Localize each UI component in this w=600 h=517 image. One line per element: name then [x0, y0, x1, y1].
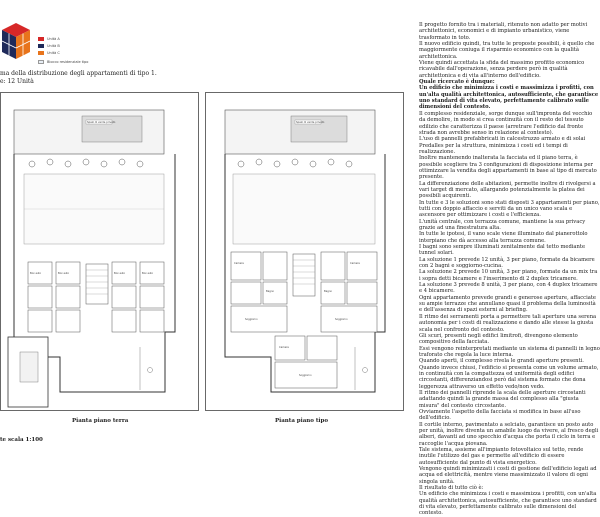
- living-label: Soggiorno: [245, 318, 258, 321]
- bath-label: Bagno: [266, 290, 274, 293]
- paragraph: Quando aperti, il complesso rivela le grandi aperture presenti.: [419, 358, 584, 365]
- paragraph: Vengono quindi minimizzati i costi di gestione dell'edificio legati ad acqua ed elettricità, mentre viene massimizzato il valore di ogni singola unità.: [419, 466, 597, 485]
- legend-item-block: [38, 60, 88, 64]
- paragraph: Viene quindi accettata la sfida del massimo profitto economico ricavabile dall'operazione, senza perdere però in qualità architettonica e di vita all'interno dell'edificio.: [419, 60, 585, 79]
- tree-icon: [148, 368, 153, 373]
- note-label: Spazi di verde privato: [87, 121, 116, 124]
- legend-item-a: [38, 37, 60, 41]
- stair-core: [293, 254, 315, 296]
- scale-label: te scala 1:100: [0, 437, 43, 443]
- legend-item-b: [38, 44, 60, 48]
- apartment-lower: [275, 336, 337, 388]
- heading: Quale ricercato è dunque:: [419, 79, 495, 86]
- paragraph: Inoltre mantenendo inalterata la facciata ed il piano terra, è possibile scegliere tra 3 configurazioni di disposizione interna per ottimizzare la vendita degli appartamenti in base al tipo di mercato presente.: [419, 155, 597, 181]
- legend-swatch-red: [38, 37, 44, 41]
- paragraph: La soluzione 2 prevede 10 unità, 3 per piano, formate da un mix tra i sopra detti bicamere e l'inserimento di 2 duplex tricamere.: [419, 269, 598, 282]
- garage-label: Box auto: [30, 272, 42, 275]
- heading: Il risultato di tutto ciò è:: [419, 485, 484, 492]
- note-label: Spazi di verde privato: [296, 121, 325, 124]
- plan-caption-line1: ma della distribuzione degli appartamenti di tipo 1.: [0, 70, 157, 77]
- paragraph: L'uso di pannelli prefabbricati in calcestruzzo armato e di solai Predalles per la struttura, minimizza i costi ed i tempi di realizzazione.: [419, 136, 586, 155]
- room-label: Camera: [350, 262, 360, 265]
- legend-swatch-orange: [38, 51, 44, 55]
- paragraph: Il complesso residenziale, sorge dunque sull'impronta del vecchio da demolire, in modo si crea continuità con il resto del tessuto edilizio che caratterizza il paese (arretrare l'edificio dal fronte strada non avrebbe senso in relazione al contesto).: [419, 110, 593, 136]
- room-label: Camera: [279, 346, 289, 349]
- courtyard: [233, 174, 375, 244]
- paragraph: Gli scuri, presenti negli edifici limitrofi, divengono elemento compositivo della facciata.: [419, 332, 578, 346]
- parking-bay: [20, 352, 38, 382]
- legend-label: Blocco residenziale tipo: [47, 60, 89, 64]
- paragraph: La differenziazione delle abitazioni, permette inoltre di rivolgersi a vari target di mercato, allargando potenzialmente la platea dei possibili acquirenti.: [419, 180, 596, 200]
- legend-cube-icon: [0, 20, 40, 62]
- legend-label: Unità B: [47, 44, 60, 48]
- living-label: Soggiorno: [299, 374, 312, 377]
- legend-item-c: [38, 51, 60, 55]
- paragraph: Il cortile interno, pavimentato a selciato, garantisce un posto auto per unità, inoltre diventa un amabile luogo da vivere, al fresco degli alberi, davanti ad uno specchio d'acqua che porta il ciclo in terra e raccoglie l'acqua piovana.: [419, 421, 599, 447]
- paragraph: Un edificio che minimizza i costi e massimizza i profitti, con un'alta qualità architettonica, autosufficiente, che garantisce uno standard di vita elevato, perfettamente calibrato sulle dimensioni del contesto.: [419, 491, 597, 517]
- legend-label: Unità C: [47, 51, 60, 55]
- legend-label: Unità A: [47, 37, 60, 41]
- ground-floor-plan: [0, 92, 200, 412]
- paragraph: I bagni sono sempre illuminati zenitalmente dal tetto mediante tunnel solari.: [419, 244, 586, 257]
- paragraph: Tale sistema, assieme all'impianto fotovoltaico sul tetto, rende inutile l'utilizzo del gas e permette all'edificio di essere autosufficiente dal punto di vista energetico.: [419, 447, 584, 466]
- legend-swatch-light: [38, 60, 44, 64]
- ground-floor-title: Pianta piano terra: [72, 418, 129, 424]
- heading: Un edificio che minimizza i costi e massimizza i profitti, con un'alta qualità architettonica, autosufficiente, che garantisce uno standard di vita elevato, perfettamente calibrato sulle dimensioni del contesto.: [419, 85, 599, 111]
- paragraph: La soluzione 3 prevede 8 unità, 3 per piano, con 4 duplex tricamere e 4 bicamere.: [419, 282, 598, 295]
- paragraph: Il ritmo dei pannelli riprende la scala delle aperture circostanti adattando quindi la grande massa del complesso alla "giusta misura" del contesto circostante.: [419, 389, 586, 409]
- tree-row: [238, 159, 352, 167]
- garage-label: Box auto: [142, 272, 154, 275]
- paragraph: Ovviamente l'aspetto della facciata si modifica in base all'uso dell'edificio.: [419, 408, 581, 422]
- living-label: Soggiorno: [335, 318, 348, 321]
- paragraph: Ogni appartamento prevede grandi e generose aperture, affacciate su ampie terrazze che annullano quasi il problema della luminosità e dell'assenza di spazi esterni al briefing.: [419, 294, 596, 314]
- paragraph: In tutte le ipotesi, il vano scale viene illuminato dal pianerottolo interpiano che dà accesso alla terrazza comune.: [419, 231, 588, 244]
- paragraph: Quando invece chiusi, l'edificio si presenta come un volume armato, in continuità con la compattezza ed uniformità degli edifici circostanti, differenziandosi però dal sistema formato che dona leggerezza attraverso un effetto vedo/non vedo.: [419, 364, 599, 390]
- tree-icon: [363, 368, 368, 373]
- garage-label: Box auto: [114, 272, 126, 275]
- typical-floor-title: Pianta piano tipo: [275, 418, 329, 424]
- paragraph: Il progetto fornito tra i materiali, ritenuto non adatto per motivi architettonici, economici e di impianto urbanistico, viene trasformato in toto.: [419, 22, 588, 41]
- typical-floor-plan: [205, 92, 405, 412]
- bath-label: Bagno: [324, 290, 332, 293]
- paragraph: In tutte e 3 le soluzioni sono stati disposti 3 appartamenti per piano, tutti con doppio affaccio e serviti da un unico vano scala e ascensore per ottimizzare i costi e l'efficienza.: [419, 199, 600, 219]
- paragraph: L'unità centrale, con terrazza comune, mantiene la sua privacy grazie ad una finestratura alta.: [419, 218, 586, 231]
- paragraph: Il ritmo dei serramenti porta a permettere tali aperture una serena autonomia per i costi di realizzazione e dando alle stesse la giusta scala nel confronto del contesto.: [419, 313, 597, 333]
- tree-row: [29, 159, 143, 167]
- paragraph: Essi vengono reinterpretati mediante un sistema di pannelli in legno traforato che regola la luce interna.: [419, 345, 600, 358]
- plan-caption-line2: e: 12 Unità: [0, 78, 34, 85]
- legend-swatch-navy: [38, 44, 44, 48]
- paragraph: La soluzione 1 prevede 12 unità, 3 per piano, formate da bicamere con 2 bagni e soggiorno-cucina.: [419, 256, 595, 270]
- paragraph: Il nuovo edificio quindi, tra tutte le proposte possibili, è quello che maggiormente coniuga il risparmio economico con la qualità architettonica.: [419, 41, 595, 60]
- room-label: Camera: [234, 262, 244, 265]
- garage-label: Box auto: [58, 272, 70, 275]
- description-column: [419, 22, 600, 517]
